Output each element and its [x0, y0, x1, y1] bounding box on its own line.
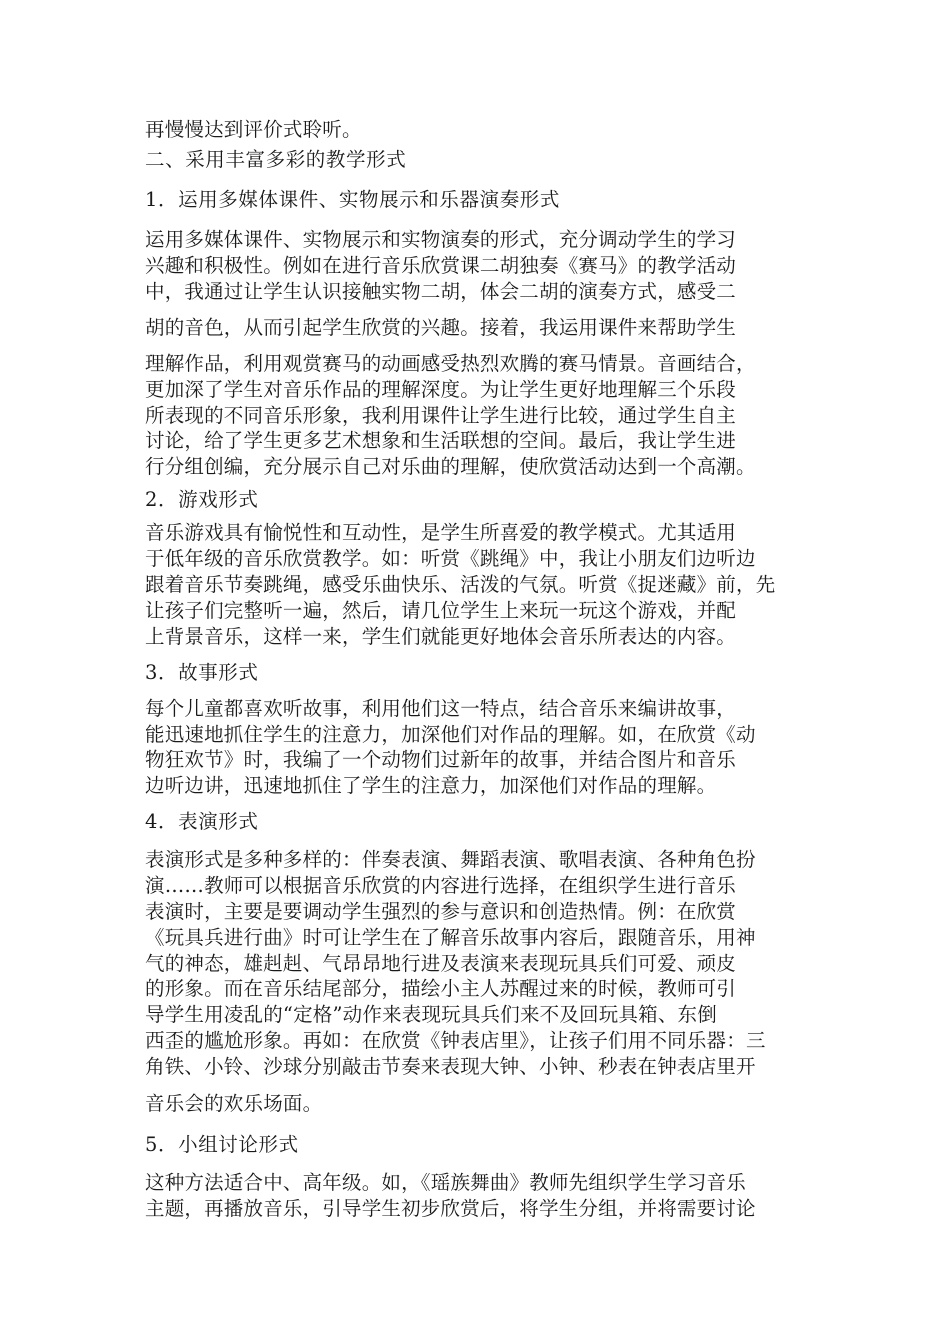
text-line: 中，我通过让学生认识接触实物二胡，体会二胡的演奏方式，感受二: [145, 280, 737, 303]
text-line: 气的神态，雄赳赳、气昂昂地行进及表演来表现玩具兵们可爱、顽皮: [145, 952, 737, 975]
text-line: 音乐会的欢乐场面。: [145, 1092, 323, 1115]
text-line: 理解作品，利用观赏赛马的动画感受热烈欢腾的赛马情景。音画结合，: [145, 352, 756, 375]
text-line: 再慢慢达到评价式聆听。: [145, 118, 362, 141]
text-line: 所表现的不同音乐形象，我利用课件让学生进行比较，通过学生自主: [145, 404, 737, 427]
text-line: 《玩具兵进行曲》时可让学生在了解音乐故事内容后，跟随音乐，用神: [145, 926, 756, 949]
text-line: 西歪的尴尬形象。再如：在欣赏《钟表店里》，让孩子们用不同乐器：三: [145, 1029, 766, 1052]
text-line: 能迅速地抓住学生的注意力，加深他们对作品的理解。如，在欣赏《动: [145, 723, 756, 746]
text-line: 角铁、小铃、沙球分别敲击节奏来表现大钟、小钟、秒表在钟表店里开: [145, 1055, 756, 1078]
subsection-heading: 5．小组讨论形式: [145, 1133, 299, 1156]
text-line: 导学生用凌乱的“定格”动作来表现玩具兵们来不及回玩具箱、东倒: [145, 1003, 717, 1026]
text-line: 更加深了学生对音乐作品的理解深度。为让学生更好地理解三个乐段: [145, 378, 737, 401]
text-line: 兴趣和积极性。例如在进行音乐欣赏课二胡独奏《赛马》的教学活动: [145, 254, 737, 277]
text-line: 讨论，给了学生更多艺术想象和生活联想的空间。最后，我让学生进: [145, 429, 737, 452]
text-line: 这种方法适合中、高年级。如，《瑶族舞曲》教师先组织学生学习音乐: [145, 1171, 746, 1194]
text-line: 边听边讲，迅速地抓住了学生的注意力，加深他们对作品的理解。: [145, 774, 717, 797]
text-line: 上背景音乐，这样一来，学生们就能更好地体会音乐所表达的内容。: [145, 625, 737, 648]
text-line: 表演时，主要是要调动学生强烈的参与意识和创造热情。例：在欣赏: [145, 900, 737, 923]
text-line: 于低年级的音乐欣赏教学。如：听赏《跳绳》中，我让小朋友们边听边: [145, 547, 756, 570]
subsection-heading: 4．表演形式: [145, 810, 259, 833]
text-line: 让孩子们完整听一遍，然后，请几位学生上来玩一玩这个游戏，并配: [145, 599, 737, 622]
text-line: 跟着音乐节奏跳绳，感受乐曲快乐、活泼的气氛。听赏《捉迷藏》前，先: [145, 573, 776, 596]
text-line: 运用多媒体课件、实物展示和实物演奏的形式，充分调动学生的学习: [145, 228, 737, 251]
text-line: 的形象。而在音乐结尾部分，描绘小主人苏醒过来的时候，教师可引: [145, 977, 737, 1000]
subsection-heading: 2．游戏形式: [145, 488, 259, 511]
text-line: 物狂欢节》时，我编了一个动物们过新年的故事，并结合图片和音乐: [145, 748, 737, 771]
subsection-heading: 1．运用多媒体课件、实物展示和乐器演奏形式: [145, 188, 561, 211]
text-line: 行分组创编，充分展示自己对乐曲的理解，使欣赏活动达到一个高潮。: [145, 455, 756, 478]
text-line: 表演形式是多种多样的：伴奏表演、舞蹈表演、歌唱表演、各种角色扮: [145, 848, 756, 871]
text-line: 演……教师可以根据音乐欣赏的内容进行选择，在组织学生进行音乐: [145, 874, 737, 897]
section-heading: 二、采用丰富多彩的教学形式: [145, 148, 407, 171]
text-line: 胡的音色，从而引起学生欣赏的兴趣。接着，我运用课件来帮助学生: [145, 316, 737, 339]
text-line: 音乐游戏具有愉悦性和互动性，是学生所喜爱的教学模式。尤其适用: [145, 521, 737, 544]
text-line: 每个儿童都喜欢听故事，利用他们这一特点，结合音乐来编讲故事，: [145, 697, 737, 720]
subsection-heading: 3．故事形式: [145, 661, 259, 684]
text-line: 主题，再播放音乐，引导学生初步欣赏后，将学生分组，并将需要讨论: [145, 1197, 756, 1220]
